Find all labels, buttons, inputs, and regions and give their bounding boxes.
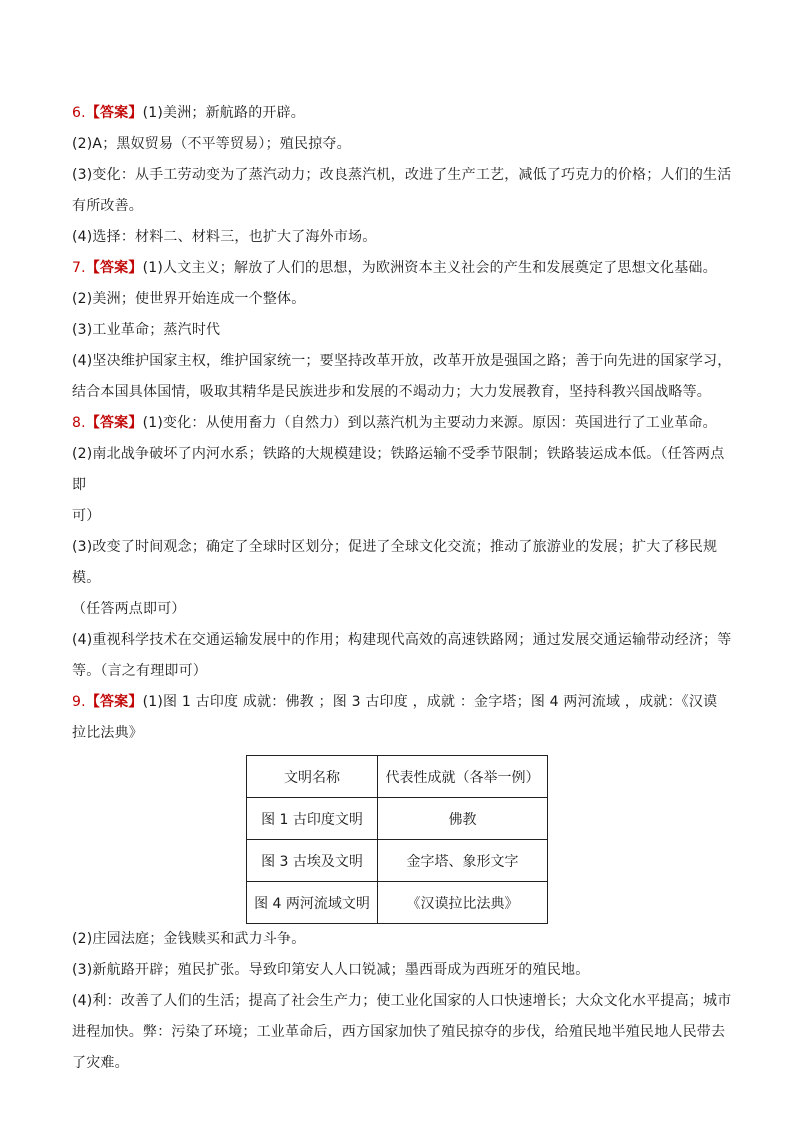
answer-line: (4)选择：材料二、材料三，也扩大了海外市场。 xyxy=(72,229,377,245)
q7-line1 xyxy=(72,253,732,284)
answer-line: 等。（言之有理即可） xyxy=(72,663,207,679)
answer-line: (2)南北战争破坏了内河水系；铁路的大规模建设；铁路运输不受季节限制；铁路装运成本低。（任答两点即 xyxy=(72,446,725,493)
answer-line: 有所改善。 xyxy=(72,198,143,214)
table-cell: 金字塔、象形文字 xyxy=(378,840,548,882)
answer-line: 了灾难。 xyxy=(72,1055,129,1071)
answer-text: (1)变化：从使用畜力（自然力）到以蒸汽机为主要动力来源。原因：英国进行了工业革命。 xyxy=(142,415,717,431)
civilization-table xyxy=(246,755,548,924)
answer-tag: 【答案】 xyxy=(85,694,143,710)
answer-line: (4)利：改善了人们的生活；提高了社会生产力；使工业化国家的人口快速增长；大众文化水平提高；城市 xyxy=(72,993,732,1009)
answer-line: (3)新航路开辟；殖民扩张。导致印第安人人口锐减；墨西哥成为西班牙的殖民地。 xyxy=(72,962,590,978)
answer-line: 拉比法典》 xyxy=(72,725,143,741)
table-cell: 图 3 古埃及文明 xyxy=(247,840,378,882)
question-number: 7. xyxy=(72,260,86,276)
table-header-cell: 代表性成就（各举一例） xyxy=(378,756,548,798)
answer-line: 结合本国具体国情，吸取其精华是民族进步和发展的不竭动力；大力发展教育，坚持科教兴国战略等。 xyxy=(72,384,711,400)
table-header-cell: 文明名称 xyxy=(247,756,378,798)
table-row xyxy=(247,798,548,840)
answer-tag: 【答案】 xyxy=(85,105,143,121)
answer-line: (3)改变了时间观念；确定了全球时区划分；促进了全球文化交流；推动了旅游业的发展；扩大了移民规模。 xyxy=(72,539,718,586)
answer-line: (2)庄园法庭；金钱赎买和武力斗争。 xyxy=(72,931,306,947)
answer-line: (2)美洲；使世界开始连成一个整体。 xyxy=(72,291,306,307)
answer-line: (4)坚决维护国家主权，维护国家统一；要坚持改革开放，改革开放是强国之路；善于向先进的国家学习， xyxy=(72,353,732,369)
table-cell: 佛教 xyxy=(378,798,548,840)
table-header-row xyxy=(247,756,548,798)
answer-line: （任答两点即可） xyxy=(72,601,186,617)
answer-line: (3)变化：从手工劳动变为了蒸汽动力；改良蒸汽机，改进了生产工艺，减低了巧克力的价格；人们的生活 xyxy=(72,167,732,183)
answer-text: (1)美洲；新航路的开辟。 xyxy=(142,105,306,121)
civilization-table-wrap xyxy=(246,755,732,924)
table-cell: 《汉谟拉比法典》 xyxy=(378,882,548,924)
answer-line: (2)A；黑奴贸易（不平等贸易）；殖民掠夺。 xyxy=(72,136,351,152)
q9-line1 xyxy=(72,687,732,718)
q8-line1 xyxy=(72,408,732,439)
table-row xyxy=(247,882,548,924)
answer-tag: 【答案】 xyxy=(85,415,143,431)
question-number: 8. xyxy=(72,415,86,431)
question-number: 6. xyxy=(72,105,86,121)
answer-text: (1)图 1 古印度 成就：佛教 ；图 3 古印度 ，成就 ：金字塔；图 4 两河流域 ，成就：《汉谟 xyxy=(142,694,718,710)
answer-line: 进程加快。弊：污染了环境；工业革命后，西方国家加快了殖民掠夺的步伐，给殖民地半殖民地人民带去 xyxy=(72,1024,726,1040)
table-row xyxy=(247,840,548,882)
q6-line1 xyxy=(72,98,732,129)
answer-line: 可） xyxy=(72,508,101,524)
answer-tag: 【答案】 xyxy=(85,260,143,276)
answer-text: (1)人文主义；解放了人们的思想，为欧洲资本主义社会的产生和发展奠定了思想文化基础。 xyxy=(142,260,717,276)
answer-line: (4)重视科学技术在交通运输发展中的作用；构建现代高效的高速铁路网；通过发展交通运输带动经济；等 xyxy=(72,632,732,648)
table-cell: 图 4 两河流域文明 xyxy=(247,882,378,924)
answer-line: (3)工业革命；蒸汽时代 xyxy=(72,322,221,338)
question-number: 9. xyxy=(72,694,86,710)
answer-section xyxy=(72,98,732,1079)
table-cell: 图 1 古印度文明 xyxy=(247,798,378,840)
